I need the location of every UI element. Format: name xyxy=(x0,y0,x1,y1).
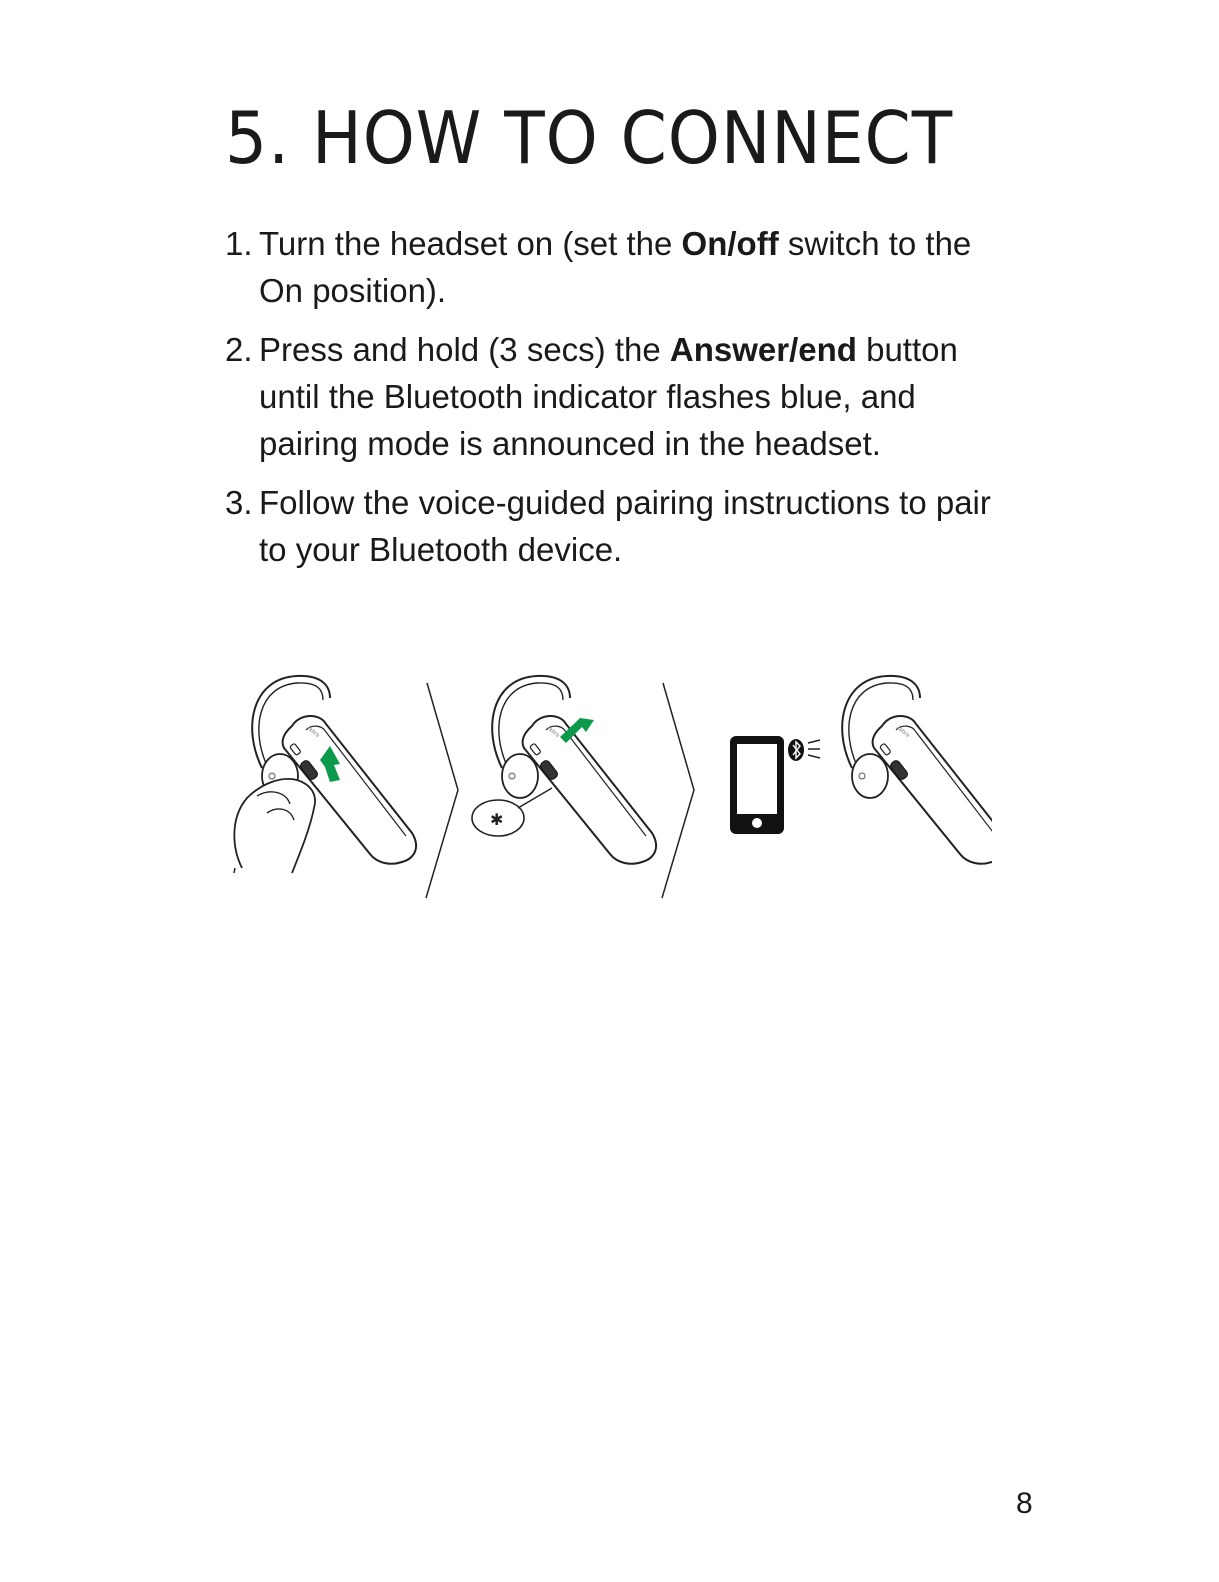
step-item xyxy=(225,479,1005,573)
steps-list xyxy=(225,220,1005,585)
panel-phone-pairing xyxy=(730,676,992,864)
step-number: 2. xyxy=(225,331,253,368)
step-item xyxy=(225,326,1005,467)
panel-hold-answer xyxy=(472,676,656,864)
bluetooth-flash-icon: ✱ xyxy=(490,810,504,829)
step-number: 3. xyxy=(225,484,253,521)
headset-icon xyxy=(842,676,992,864)
hand-icon xyxy=(234,779,315,873)
button-label-on-off: On/off xyxy=(681,225,779,262)
headset-icon xyxy=(492,676,656,864)
chevron-divider-icon xyxy=(662,683,694,898)
chevron-divider-icon xyxy=(426,683,458,898)
page-title: 5. HOW TO CONNECT xyxy=(225,96,954,180)
page-number: 8 xyxy=(1016,1487,1033,1520)
step-item xyxy=(225,220,1005,314)
step-text: Follow the voice-guided pairing instructions to pair to your Bluetooth device. xyxy=(259,484,991,568)
connect-illustration xyxy=(222,668,992,908)
step-text: Press and hold (3 secs) the Answer/end button until the Bluetooth indicator flashes blue, and pairing mode is announced in the headset. xyxy=(259,331,958,462)
step-text: Turn the headset on (set the On/off switch to the On position). xyxy=(259,225,972,309)
step-number: 1. xyxy=(225,225,253,262)
panel-switch-on xyxy=(234,676,416,873)
button-label-answer-end: Answer/end xyxy=(669,331,857,368)
